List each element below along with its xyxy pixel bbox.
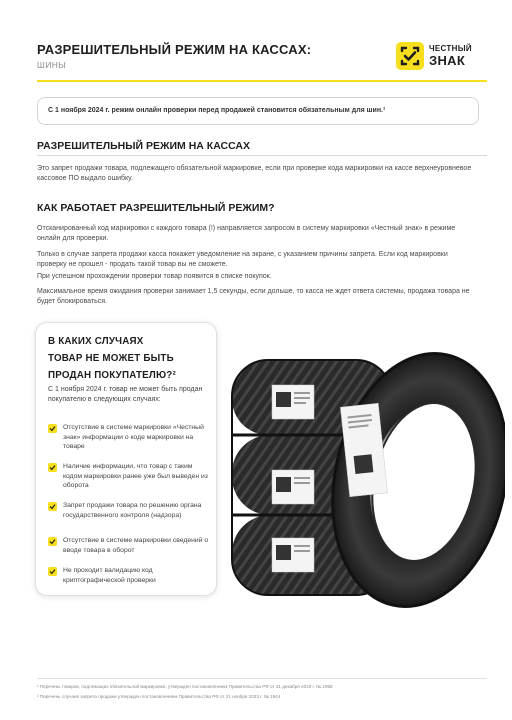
logo-line-2: ЗНАК: [429, 53, 466, 68]
section-divider: [37, 155, 487, 156]
how-paragraph-4: Максимальное время ожидания проверки занимает 1,5 секунды, если дольше, то касса не ждет ответа системы, продажа товара не будет блокироваться.: [37, 288, 470, 305]
cases-intro: С 1 ноября 2024 г. товар не может быть продан покупателю в следующих случаях:: [48, 386, 203, 403]
page-subtitle: ШИНЫ: [37, 60, 67, 70]
case-item-text: Запрет продажи товара по решению органа государственного контроля (надзора): [63, 502, 202, 519]
header-divider: [37, 80, 487, 82]
check-icon: [48, 424, 57, 433]
page-title: РАЗРЕШИТЕЛЬНЫЙ РЕЖИМ НА КАССАХ:: [37, 42, 312, 57]
cases-title-line: ПРОДАН ПОКУПАТЕЛЮ?²: [48, 370, 176, 381]
cases-card: [35, 322, 217, 596]
logo-text: [429, 44, 472, 68]
logo-mark-icon: [396, 42, 424, 70]
case-item-text: Отсутствие в системе маркировки сведений о вводе товара в оборот: [63, 537, 209, 554]
check-icon: [48, 567, 57, 576]
logo-line-1: ЧЕСТНЫЙ: [429, 44, 472, 53]
cases-title: [48, 333, 213, 384]
cases-title-line: ТОВАР НЕ МОЖЕТ БЫТЬ: [48, 353, 174, 364]
footnote-1: ¹ Перечень товаров, подлежащих обязательной маркировке, утвержден постановлением Правительства РФ от 31 декабря 2019 г. № 1958: [37, 684, 333, 689]
check-icon: [48, 463, 57, 472]
check-icon: [48, 537, 57, 546]
tires-illustration: [220, 330, 505, 610]
case-item-text: Наличие информации, что товар с таким кодом маркировки ранее уже был выведен из оборота: [63, 463, 208, 489]
case-item-text: Не проходит валидацию код криптографической проверки: [63, 567, 156, 584]
case-item-text: Отсутствие в системе маркировки «Честный знак» информации о коде маркировки на товаре: [63, 424, 204, 450]
how-paragraph-2: Только в случае запрета продажи касса покажет уведомление на экране, с указанием причины запрета. Если код маркировки проверку не прошел - продать такой товар вы не сможете.: [37, 251, 448, 268]
section-title-mode: РАЗРЕШИТЕЛЬНЫЙ РЕЖИМ НА КАССАХ: [37, 140, 251, 152]
how-paragraph-1: Отсканированный код маркировки с каждого товара (!) направляется запросом в систему маркировки «Честный знак» в режиме онлайн для проверки.: [37, 225, 456, 242]
section-mode-body: Это запрет продажи товара, подлежащего обязательной маркировке, если при проверке кода маркировки на кассе верхнеуровневое кассовое ПО выдало ошибку.: [37, 165, 472, 182]
footnote-divider: [37, 678, 487, 679]
chestny-znak-logo: [396, 40, 486, 76]
footnote-2: ² Перечень случаев запрета продажи утвержден постановлением Правительства РФ от 21 ноября 2023 г. № 1944: [37, 694, 281, 699]
notice-banner: С 1 ноября 2024 г. режим онлайн проверки перед продажей становится обязательным для шин.¹: [37, 97, 479, 125]
how-paragraph-3: При успешном прохождении проверки товар появится в списке покупок.: [37, 273, 272, 280]
section-title-how-it-works: КАК РАБОТАЕТ РАЗРЕШИТЕЛЬНЫЙ РЕЖИМ?: [37, 202, 275, 214]
cases-title-line: В КАКИХ СЛУЧАЯХ: [48, 336, 144, 347]
check-icon: [48, 502, 57, 511]
